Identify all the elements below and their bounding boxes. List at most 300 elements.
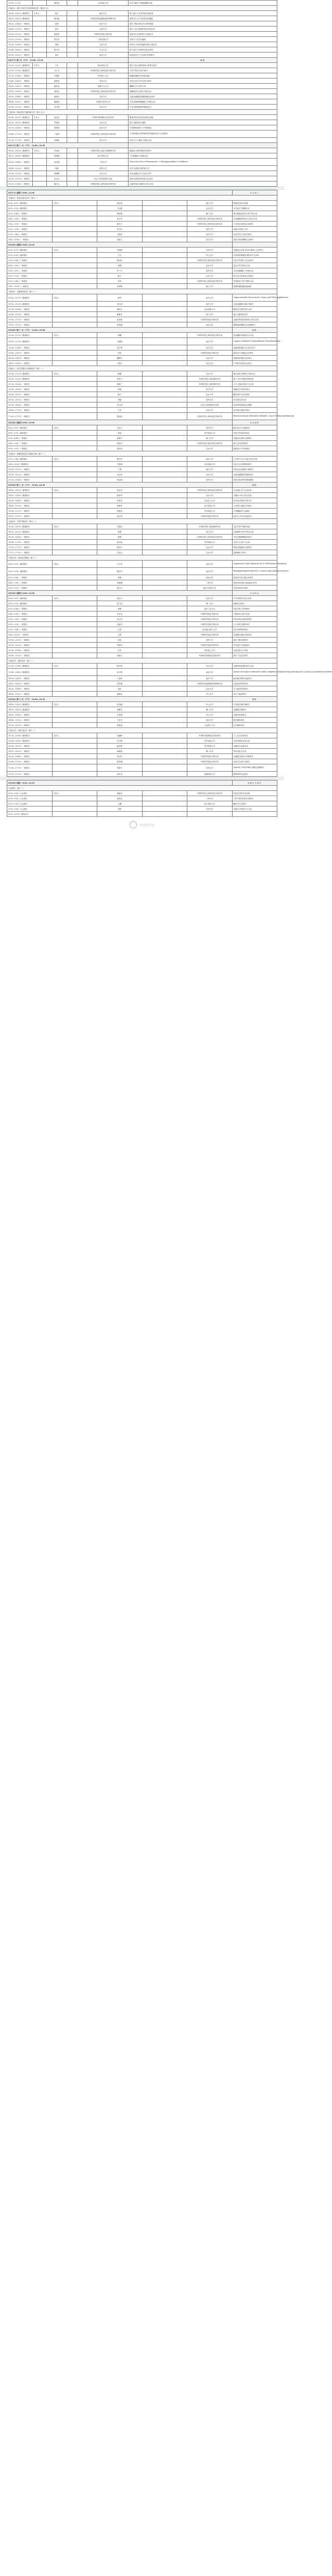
speaker-institution: 中国科学院福建物质结构研究所 <box>78 16 129 21</box>
speaker-tag <box>142 632 187 638</box>
chair-label: 主持人： <box>52 663 97 669</box>
speaker-institution: 吉林大学 <box>78 27 129 32</box>
chair-label <box>52 387 97 392</box>
talk-title: 光催化自由基反应 <box>232 744 277 749</box>
table-row <box>7 222 277 227</box>
speaker-tag <box>142 268 187 274</box>
table-row <box>7 125 277 131</box>
speaker-tag <box>142 294 187 302</box>
speaker-name: 苏成勇 <box>97 712 143 718</box>
speaker-name: 刘磊 <box>97 397 143 402</box>
talk-title: 芳香萜类天然产物的合成 <box>232 279 277 284</box>
speaker-name: 刘荣 <box>97 806 143 812</box>
talk-time: 16:15—16:30 / 邀请报告 <box>7 120 33 125</box>
speaker-name: 俞飚 <box>97 333 143 338</box>
speaker-tag <box>142 648 187 653</box>
talk-title: 多孔配位聚合物研究 <box>232 702 277 707</box>
speaker-name: 汤文军 <box>97 216 143 222</box>
talk-title: 有机电化学合成 <box>232 749 277 754</box>
speaker-tag <box>142 606 187 612</box>
speaker-tag <box>67 125 78 131</box>
speaker-institution: 上海交通大学 <box>78 37 129 42</box>
speaker-institution: 中国科学院上海有机化学研究所 <box>78 68 129 73</box>
speaker-institution: 中国科学院上海有机化学研究所 <box>187 279 233 284</box>
talk-title: 有机分子定位功能化 <box>129 37 277 42</box>
table-row <box>7 63 277 68</box>
speaker-tag <box>142 402 187 408</box>
speaker-institution: 华中师范大学 <box>187 540 233 545</box>
table-row <box>7 498 277 503</box>
table-row <box>7 42 277 47</box>
speaker-name: 徐海超 <box>97 749 143 754</box>
speaker-institution: 北京大学 <box>187 408 233 413</box>
talk-title: 天然产物全合成与研究 <box>129 68 277 73</box>
chair-label <box>52 258 97 263</box>
speaker-institution: 北京大学 <box>78 171 129 176</box>
speaker-institution: 清华大学 <box>187 477 233 483</box>
speaker-tag <box>67 166 78 171</box>
table-row <box>7 356 277 361</box>
chair-label <box>52 408 97 413</box>
speaker-name: 胡金波 <box>97 413 143 420</box>
chair-label: 主持人： <box>33 11 47 16</box>
speaker-institution: 西北大学 <box>187 575 233 580</box>
talk-title: 不对称催化与药物合成 <box>129 153 277 159</box>
talk-time: 16:00—16:15 / 邀请报告 <box>7 524 53 529</box>
speaker-tag <box>142 361 187 366</box>
speaker-name: 秦勇 <box>97 529 143 535</box>
talk-title: 石墨炔的合成与性质 <box>232 612 277 617</box>
speaker-tag <box>142 284 187 289</box>
chair-label <box>52 376 97 382</box>
speaker-institution: 兰州大学 <box>187 796 233 801</box>
subforum-title: 分论坛3：超分子化学与有机材料化学（第四十五） <box>7 6 277 11</box>
talk-title: 基于超分子化学构建功能体系 <box>129 11 277 16</box>
speaker-name: 王少华 <box>97 561 143 568</box>
speaker-tag <box>67 89 78 94</box>
speaker-name: 徐涛 <box>97 431 143 436</box>
speaker-tag <box>142 759 187 764</box>
speaker-institution: 复旦大学 <box>78 138 129 143</box>
table-row <box>7 638 277 643</box>
speaker-institution: 中山大学 <box>78 47 129 53</box>
speaker-institution: 中山大学 <box>187 712 233 718</box>
talk-title: 金属有机催化与合成方法学 <box>232 345 277 350</box>
speaker-name: 赵勇 <box>47 21 67 27</box>
talk-title: 人工光合作用研究 <box>232 733 277 738</box>
speaker-tag <box>142 568 187 575</box>
table-row <box>7 702 277 707</box>
table-row <box>7 509 277 514</box>
talk-time: 8:30—8:45 / 一般报告 <box>7 258 53 263</box>
speaker-institution: 南京大学 <box>78 53 129 58</box>
talk-title: 有机合成方法学应用与研究 <box>129 79 277 84</box>
table-row <box>7 284 277 289</box>
subforum-header <box>7 728 277 733</box>
table-row <box>7 622 277 627</box>
subforum-title: 分论坛8：物理有机化学与理论计算（第十一） <box>7 451 277 457</box>
chair-label <box>52 402 97 408</box>
speaker-name: 张杰鹏 <box>97 702 143 707</box>
speaker-tag <box>142 622 187 627</box>
talk-time: 16:30—16:45 / 一般报告 <box>7 754 53 759</box>
speaker-institution: 中国科学院化学研究所 <box>187 632 233 638</box>
speaker-tag <box>142 686 187 692</box>
speaker-institution: 武汉大学 <box>187 361 233 366</box>
watermark <box>0 817 284 832</box>
table-row <box>7 669 277 676</box>
talk-time: 15:00—15:15 / 一般报告 <box>7 723 53 728</box>
talk-title: 联烯化学研究进展 <box>232 201 277 206</box>
day-venue <box>129 143 277 148</box>
speaker-institution: 华中师范大学 <box>187 431 233 436</box>
table-row <box>7 601 277 606</box>
chair-label <box>33 53 47 58</box>
speaker-name: 王兵 <box>97 253 143 258</box>
speaker-name: 周其凤 <box>97 446 143 451</box>
talk-title: 中药活性成分研究 <box>232 586 277 591</box>
table-row <box>7 744 277 749</box>
speaker-tag <box>67 1 78 6</box>
speaker-name: 张振华 <box>47 32 67 37</box>
table-row <box>7 120 277 125</box>
speaker-name: 夏海平 <box>97 436 143 441</box>
talk-title: 小分子探针的设计与应用 <box>232 382 277 387</box>
speaker-tag <box>142 764 187 772</box>
speaker-tag <box>67 21 78 27</box>
chair-label <box>33 120 47 125</box>
speaker-tag <box>67 42 78 47</box>
speaker-tag <box>67 176 78 181</box>
table-row <box>7 446 277 451</box>
speaker-institution: 厦门大学 <box>187 749 233 754</box>
chair-label <box>33 166 47 171</box>
speaker-tag <box>142 253 187 258</box>
talk-time: 9:00—9:15 / 一般报告 <box>7 617 53 622</box>
chair-label <box>52 472 97 477</box>
talk-title: 新型多孔有机材料与光电化学 <box>129 32 277 37</box>
chair-label <box>52 632 97 638</box>
day-title: 6月28日 星期日 8:00—10:30 <box>7 242 233 248</box>
speaker-name: 陈军 <box>97 294 143 302</box>
talk-title: 金属杂芳香化合物研究 <box>232 436 277 441</box>
speaker-name: 游书力 <box>97 222 143 227</box>
speaker-institution: 北京大学 <box>187 356 233 361</box>
speaker-name: 王树 <box>97 632 143 638</box>
speaker-institution: 南京大学 <box>187 561 233 568</box>
chair-label <box>33 16 47 21</box>
speaker-name: 卜显和 <box>97 676 143 681</box>
subforum-header <box>7 451 277 457</box>
table-row <box>7 806 277 812</box>
subforum-header <box>7 196 277 201</box>
speaker-name: 张奇涵 <box>97 322 143 328</box>
chair-label: 主持人： <box>52 488 97 493</box>
talk-title: Electrochemical Method for Benzylic C(sp3)-H Fluoromethylation <box>232 413 277 420</box>
chair-label <box>52 227 97 232</box>
subforum-header <box>7 110 277 115</box>
chair-label <box>52 263 97 268</box>
table-row <box>7 707 277 712</box>
speaker-tag <box>142 382 187 387</box>
talk-time: 13:45—14:00 / 一般报告 <box>7 350 53 356</box>
day-header <box>7 483 277 488</box>
chair-label <box>52 545 97 550</box>
chair-label <box>52 222 97 227</box>
chair-label <box>52 606 97 612</box>
speaker-name: 周翔 <box>97 387 143 392</box>
talk-title: 蛋白质化学修饰与生物正交 <box>232 371 277 376</box>
table-row <box>7 408 277 413</box>
chair-label <box>52 498 97 503</box>
talk-title: 稀土功能材料与催化 <box>129 120 277 125</box>
speaker-tag <box>142 669 187 676</box>
talk-title: 手性超分子组装研究 <box>232 643 277 648</box>
talk-title: 金属簇合物研究 <box>232 707 277 712</box>
speaker-tag <box>142 211 187 216</box>
talk-title: 仿生催化研究 <box>232 723 277 728</box>
talk-title: 不对称氢化反应的新型手性配体设计与合成研究 <box>129 131 277 138</box>
speaker-name: 李金林 <box>47 148 67 153</box>
talk-time: 14:30—14:45 / 一般报告 <box>7 21 33 27</box>
talk-time: 15:00—15:15 / 一般报告 <box>7 105 33 110</box>
table-row <box>7 540 277 545</box>
talk-time: 13:45—14:00 / 邀请报告 <box>7 669 53 676</box>
table-row <box>7 274 277 279</box>
speaker-institution: 北京大学 <box>187 263 233 268</box>
day-title: 6月29日 星期一 8:30—10:10 <box>7 780 233 786</box>
speaker-name: 李玉良 <box>97 612 143 617</box>
speaker-tag <box>142 561 187 568</box>
talk-time: 14:45—15:00 / 一般报告 <box>7 99 33 105</box>
day-header <box>7 420 277 425</box>
chair-label: 主持人： <box>52 524 97 529</box>
table-row <box>7 663 277 669</box>
speaker-institution: 中国科学院上海有机化学研究所 <box>187 333 233 338</box>
day-header <box>7 58 277 63</box>
talk-time: 14:00—14:15 / 邀请报告 <box>7 702 53 707</box>
table-row <box>7 21 277 27</box>
speaker-name: 孙为银 <box>97 669 143 676</box>
speaker-name: 唐勇 <box>97 535 143 540</box>
table-row <box>7 47 277 53</box>
talk-time: 14:45—15:00 / 一般报告 <box>7 27 33 32</box>
watermark-logo <box>130 821 155 828</box>
speaker-tag <box>142 580 187 586</box>
chair-label <box>52 550 97 555</box>
speaker-tag <box>142 425 187 431</box>
chair-label: 主持人： <box>52 457 97 462</box>
speaker-institution: 中国科学院上海有机化学研究所 <box>78 131 129 138</box>
chair-label <box>52 503 97 509</box>
speaker-tag <box>142 350 187 356</box>
speaker-name: 江雷 <box>97 627 143 632</box>
speaker-name: 王初 <box>97 408 143 413</box>
talk-time: 9:00—9:15 / 一般报告 <box>7 268 53 274</box>
table-row <box>7 467 277 472</box>
chair-label: 主持人： <box>52 425 97 431</box>
speaker-institution: 南开大学 <box>78 21 129 27</box>
chair-label: 主持人： <box>52 248 97 253</box>
talk-title: 光化学反应的理论研究 <box>232 462 277 467</box>
talk-title: AIMOS/ CEST-MRI 双模态成像研究 <box>232 764 277 772</box>
speaker-tag <box>142 206 187 211</box>
table-row <box>7 627 277 632</box>
table-row <box>7 166 277 171</box>
speaker-institution: 华东理工大学 <box>187 648 233 653</box>
talk-title: 含硼分子的合成与性质 <box>232 493 277 498</box>
speaker-tag <box>67 159 78 166</box>
talk-time: 16:45—17:00 / 一般报告 <box>7 131 33 138</box>
chair-label <box>52 617 97 622</box>
table-row <box>7 457 277 462</box>
talk-time: 17:00—17:15 / 一般报告 <box>7 545 53 550</box>
speaker-institution: 南方科技大学 <box>78 153 129 159</box>
table-row <box>7 237 277 242</box>
subforum-title: 分论坛5：有机合成方法学（第十一） <box>7 196 277 201</box>
speaker-tag <box>142 524 187 529</box>
talk-time: 15:15—15:30 / 邀请报告 <box>7 376 53 382</box>
chair-label <box>52 669 97 676</box>
table-row <box>7 764 277 772</box>
talk-title: 功能分子的设计与合成 <box>232 806 277 812</box>
talk-title: 过渡金属催化的理论设计 <box>232 472 277 477</box>
speaker-name: 杨财广 <box>97 382 143 387</box>
talk-title: 富勒烯化学研究 <box>232 550 277 555</box>
talk-time: 16:15—16:30 / 一般报告 <box>7 749 53 754</box>
speaker-institution: 南开大学 <box>187 227 233 232</box>
speaker-tag <box>67 32 78 37</box>
speaker-institution: 中山大学 <box>187 253 233 258</box>
day-venue: 分会场三 <box>232 190 277 196</box>
talk-time: 14:45—15:00 / 一般报告 <box>7 166 33 171</box>
table-row <box>7 138 277 143</box>
chair-label: 主持人： <box>52 791 97 796</box>
speaker-institution: 华中师范大学 <box>187 738 233 744</box>
speaker-name: 陈纬铭 <box>47 16 67 21</box>
table-row <box>7 27 277 32</box>
table-row <box>7 376 277 382</box>
table-row <box>7 79 277 84</box>
talk-title: 有机分子的自组装研究 <box>232 514 277 519</box>
speaker-tag <box>142 509 187 514</box>
speaker-tag <box>67 115 78 120</box>
talk-time: 9:30—9:45 / 一般报告 <box>7 232 53 237</box>
talk-time: 14:00—14:15 / 邀请报告 <box>7 11 33 16</box>
speaker-tag <box>142 545 187 550</box>
table-row <box>7 94 277 99</box>
chair-label <box>52 467 97 472</box>
speaker-name: 陈鹏 <box>97 371 143 376</box>
chair-label <box>52 462 97 467</box>
speaker-institution: 中国科学院长春应用化学研究所 <box>187 441 233 446</box>
chair-label <box>33 21 47 27</box>
speaker-tag <box>67 94 78 99</box>
speaker-tag <box>67 181 78 187</box>
talk-title: 光致变色分子材料 <box>232 648 277 653</box>
table-row <box>7 361 277 366</box>
talk-title: 自由基化学与合成应用 <box>232 488 277 493</box>
speaker-tag <box>67 11 78 16</box>
speaker-tag <box>142 441 187 446</box>
speaker-institution: 北京大学 <box>78 94 129 99</box>
table-row <box>7 1 277 6</box>
table-row <box>7 529 277 535</box>
speaker-name: 朱成峰 <box>97 248 143 253</box>
table-row <box>7 211 277 216</box>
speaker-institution: 南京师范大学 <box>78 63 129 68</box>
talk-title: 手性螺环配体与不对称催化 <box>129 125 277 131</box>
speaker-name: 罗三中 <box>97 268 143 274</box>
talk-title: 手性相转移催化剂的设计与应用 <box>232 253 277 258</box>
chair-label <box>52 723 97 728</box>
speaker-institution: 四川大学 <box>187 312 233 317</box>
speaker-institution: 郑州大学 <box>187 425 233 431</box>
talk-title: 团簇化学研究 <box>232 601 277 606</box>
speaker-name: 孙兆林 <box>97 317 143 322</box>
table-row <box>7 738 277 744</box>
speaker-name: 陈耀全 <box>97 312 143 317</box>
speaker-tag <box>67 131 78 138</box>
talk-time: 15:00—15:15 / 一般报告 <box>7 509 53 514</box>
talk-title: 过渡金属催化的碳氢键活化研究 <box>129 94 277 99</box>
speaker-institution: 南京工业大学 <box>187 606 233 612</box>
chair-label <box>52 540 97 545</box>
speaker-tag <box>142 643 187 648</box>
speaker-institution: 北京大学 <box>187 550 233 555</box>
table-row <box>7 322 277 328</box>
talk-time: 9:10—9:30 / 大会报告 <box>7 801 53 806</box>
speaker-tag <box>142 812 187 817</box>
speaker-tag <box>142 733 187 738</box>
speaker-name: 黄维 <box>97 606 143 612</box>
talk-title: 新型多孔分子的有机光电催化 <box>129 16 277 21</box>
day-venue <box>232 242 277 248</box>
chair-label <box>52 580 97 586</box>
chair-label <box>52 653 97 658</box>
speaker-name: 童明良 <box>97 692 143 697</box>
speaker-institution: 南开大学 <box>187 294 233 302</box>
chair-label: 主持人： <box>52 294 97 302</box>
speaker-tag <box>142 692 187 697</box>
chair-label <box>52 274 97 279</box>
subforum-title: 分论坛10：有机化学教育（第十一） <box>7 555 277 561</box>
speaker-tag <box>142 498 187 503</box>
talk-time: 14:15—14:30 / 一般报告 <box>7 361 53 366</box>
chair-label: 主持人： <box>52 702 97 707</box>
speaker-name: 张俊良 <box>97 509 143 514</box>
table-row <box>7 371 277 376</box>
table-row <box>7 307 277 312</box>
speaker-name: 陈庆云 <box>47 181 67 187</box>
speaker-name: 张洪杰 <box>97 441 143 446</box>
talk-time: 8:30—8:50 / 大会报告 <box>7 791 53 796</box>
table-row <box>7 568 277 575</box>
subforum-title: 分论坛6：金属有机化学（第十一） <box>7 289 277 294</box>
talk-time: 8:30—8:45 / 一般报告 <box>7 436 53 441</box>
day-header <box>7 143 277 148</box>
talk-time: 14:45—15:00 / 一般报告 <box>7 718 53 723</box>
chair-label <box>33 32 47 37</box>
talk-time: 17:00—17:15 / 一般报告 <box>7 413 53 420</box>
talk-time: 14:30—14:45 / 一般报告 <box>7 498 53 503</box>
talk-title: 介孔材料的合成与应用 <box>232 596 277 601</box>
chair-label <box>52 622 97 627</box>
talk-title: 氮杂环卡宾催化反应研究 <box>232 350 277 356</box>
speaker-institution: 大连理工大学 <box>187 723 233 728</box>
talk-time: 15:45—16:00 / 邀请报告 <box>7 738 53 744</box>
talk-time: 8:45—9:00 / 一般报告 <box>7 441 53 446</box>
